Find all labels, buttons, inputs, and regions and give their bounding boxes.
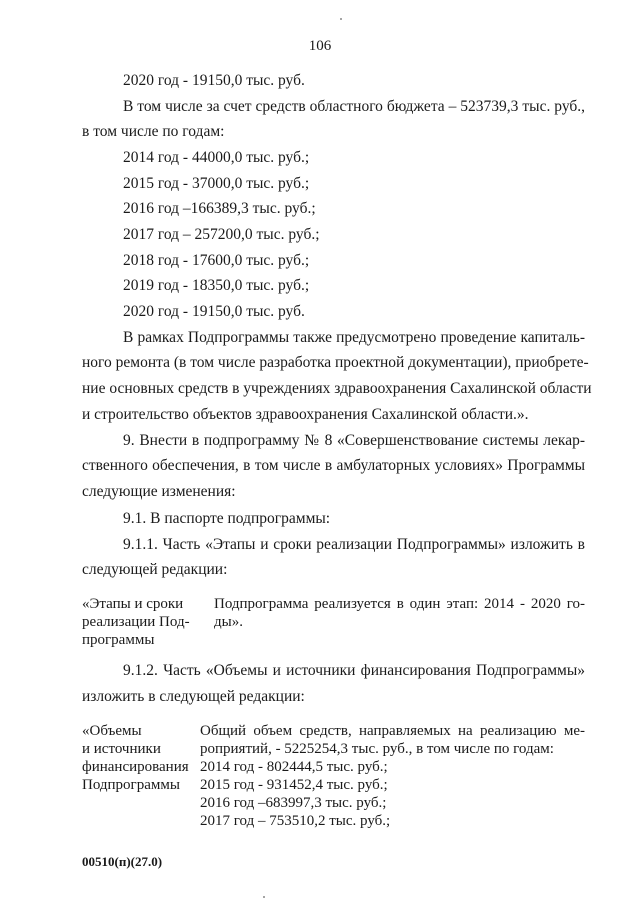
- paragraph-line: следующей редакции:: [82, 561, 228, 578]
- financing-value-line: 2015 год - 931452,4 тыс. руб.;: [200, 777, 388, 793]
- paragraph-line: 9.1.2. Часть «Объемы и источники финансирования Подпрограммы»: [123, 662, 585, 679]
- financing-value-line: 2017 год – 753510,2 тыс. руб.;: [200, 813, 391, 829]
- text-line: 2019 год - 18350,0 тыс. руб.;: [123, 277, 310, 294]
- text-line: 2016 год –166389,3 тыс. руб.;: [123, 200, 316, 217]
- stages-value-line: Подпрограмма реализуется в один этап: 2014 - 2020 го-: [214, 596, 585, 612]
- financing-value-line: роприятий, - 5225254,3 тыс. руб., в том числе по годам:: [200, 741, 554, 757]
- paragraph-line: ного ремонта (в том числе разработка проектной документации), приобрете-: [82, 354, 589, 371]
- paragraph-line: 9. Внести в подпрограмму № 8 «Совершенствование системы лекар-: [123, 432, 585, 449]
- stages-value-line: ды».: [214, 614, 243, 630]
- scan-speck: [263, 896, 265, 898]
- stages-label-line: программы: [82, 632, 155, 648]
- page-number: 106: [308, 38, 332, 54]
- financing-value-line: Общий объем средств, направляемых на реализацию ме-: [200, 723, 585, 739]
- financing-label-line: Подпрограммы: [82, 777, 180, 793]
- text-line: 2018 год - 17600,0 тыс. руб.;: [123, 252, 310, 269]
- financing-value-line: 2016 год –683997,3 тыс. руб.;: [200, 795, 387, 811]
- scan-speck: [340, 18, 342, 20]
- paragraph-line: изложить в следующей редакции:: [82, 688, 305, 705]
- paragraph-line: следующие изменения:: [82, 483, 236, 500]
- text-line: В том числе за счет средств областного бюджета – 523739,3 тыс. руб.,: [123, 98, 585, 115]
- paragraph-line: ние основных средств в учреждениях здравоохранения Сахалинской области: [82, 380, 592, 397]
- financing-label-line: финансирования: [82, 759, 189, 775]
- paragraph-line: 9.1. В паспорте подпрограммы:: [123, 510, 331, 527]
- stages-label-line: реализации Под-: [82, 614, 190, 630]
- text-line: в том числе по годам:: [82, 123, 225, 140]
- text-line: 2020 год - 19150,0 тыс. руб.: [123, 72, 305, 89]
- text-line: 2015 год - 37000,0 тыс. руб.;: [123, 175, 310, 192]
- stages-label-line: «Этапы и сроки: [82, 596, 184, 612]
- paragraph-line: 9.1.1. Часть «Этапы и сроки реализации Подпрограммы» изложить в: [123, 536, 585, 553]
- paragraph-line: ственного обеспечения, в том числе в амбулаторных условиях» Программы: [82, 457, 585, 474]
- financing-label-line: и источники: [82, 741, 161, 757]
- text-line: 2020 год - 19150,0 тыс. руб.: [123, 303, 305, 320]
- financing-value-line: 2014 год - 802444,5 тыс. руб.;: [200, 759, 388, 775]
- financing-label-line: «Объемы: [82, 723, 142, 739]
- paragraph-line: и строительство объектов здравоохранения Сахалинской области.».: [82, 406, 529, 423]
- paragraph-line: В рамках Подпрограммы также предусмотрено проведение капиталь-: [123, 329, 585, 346]
- text-line: 2017 год – 257200,0 тыс. руб.;: [123, 226, 320, 243]
- document-code: 00510(п)(27.0): [82, 854, 163, 869]
- text-line: 2014 год - 44000,0 тыс. руб.;: [123, 149, 310, 166]
